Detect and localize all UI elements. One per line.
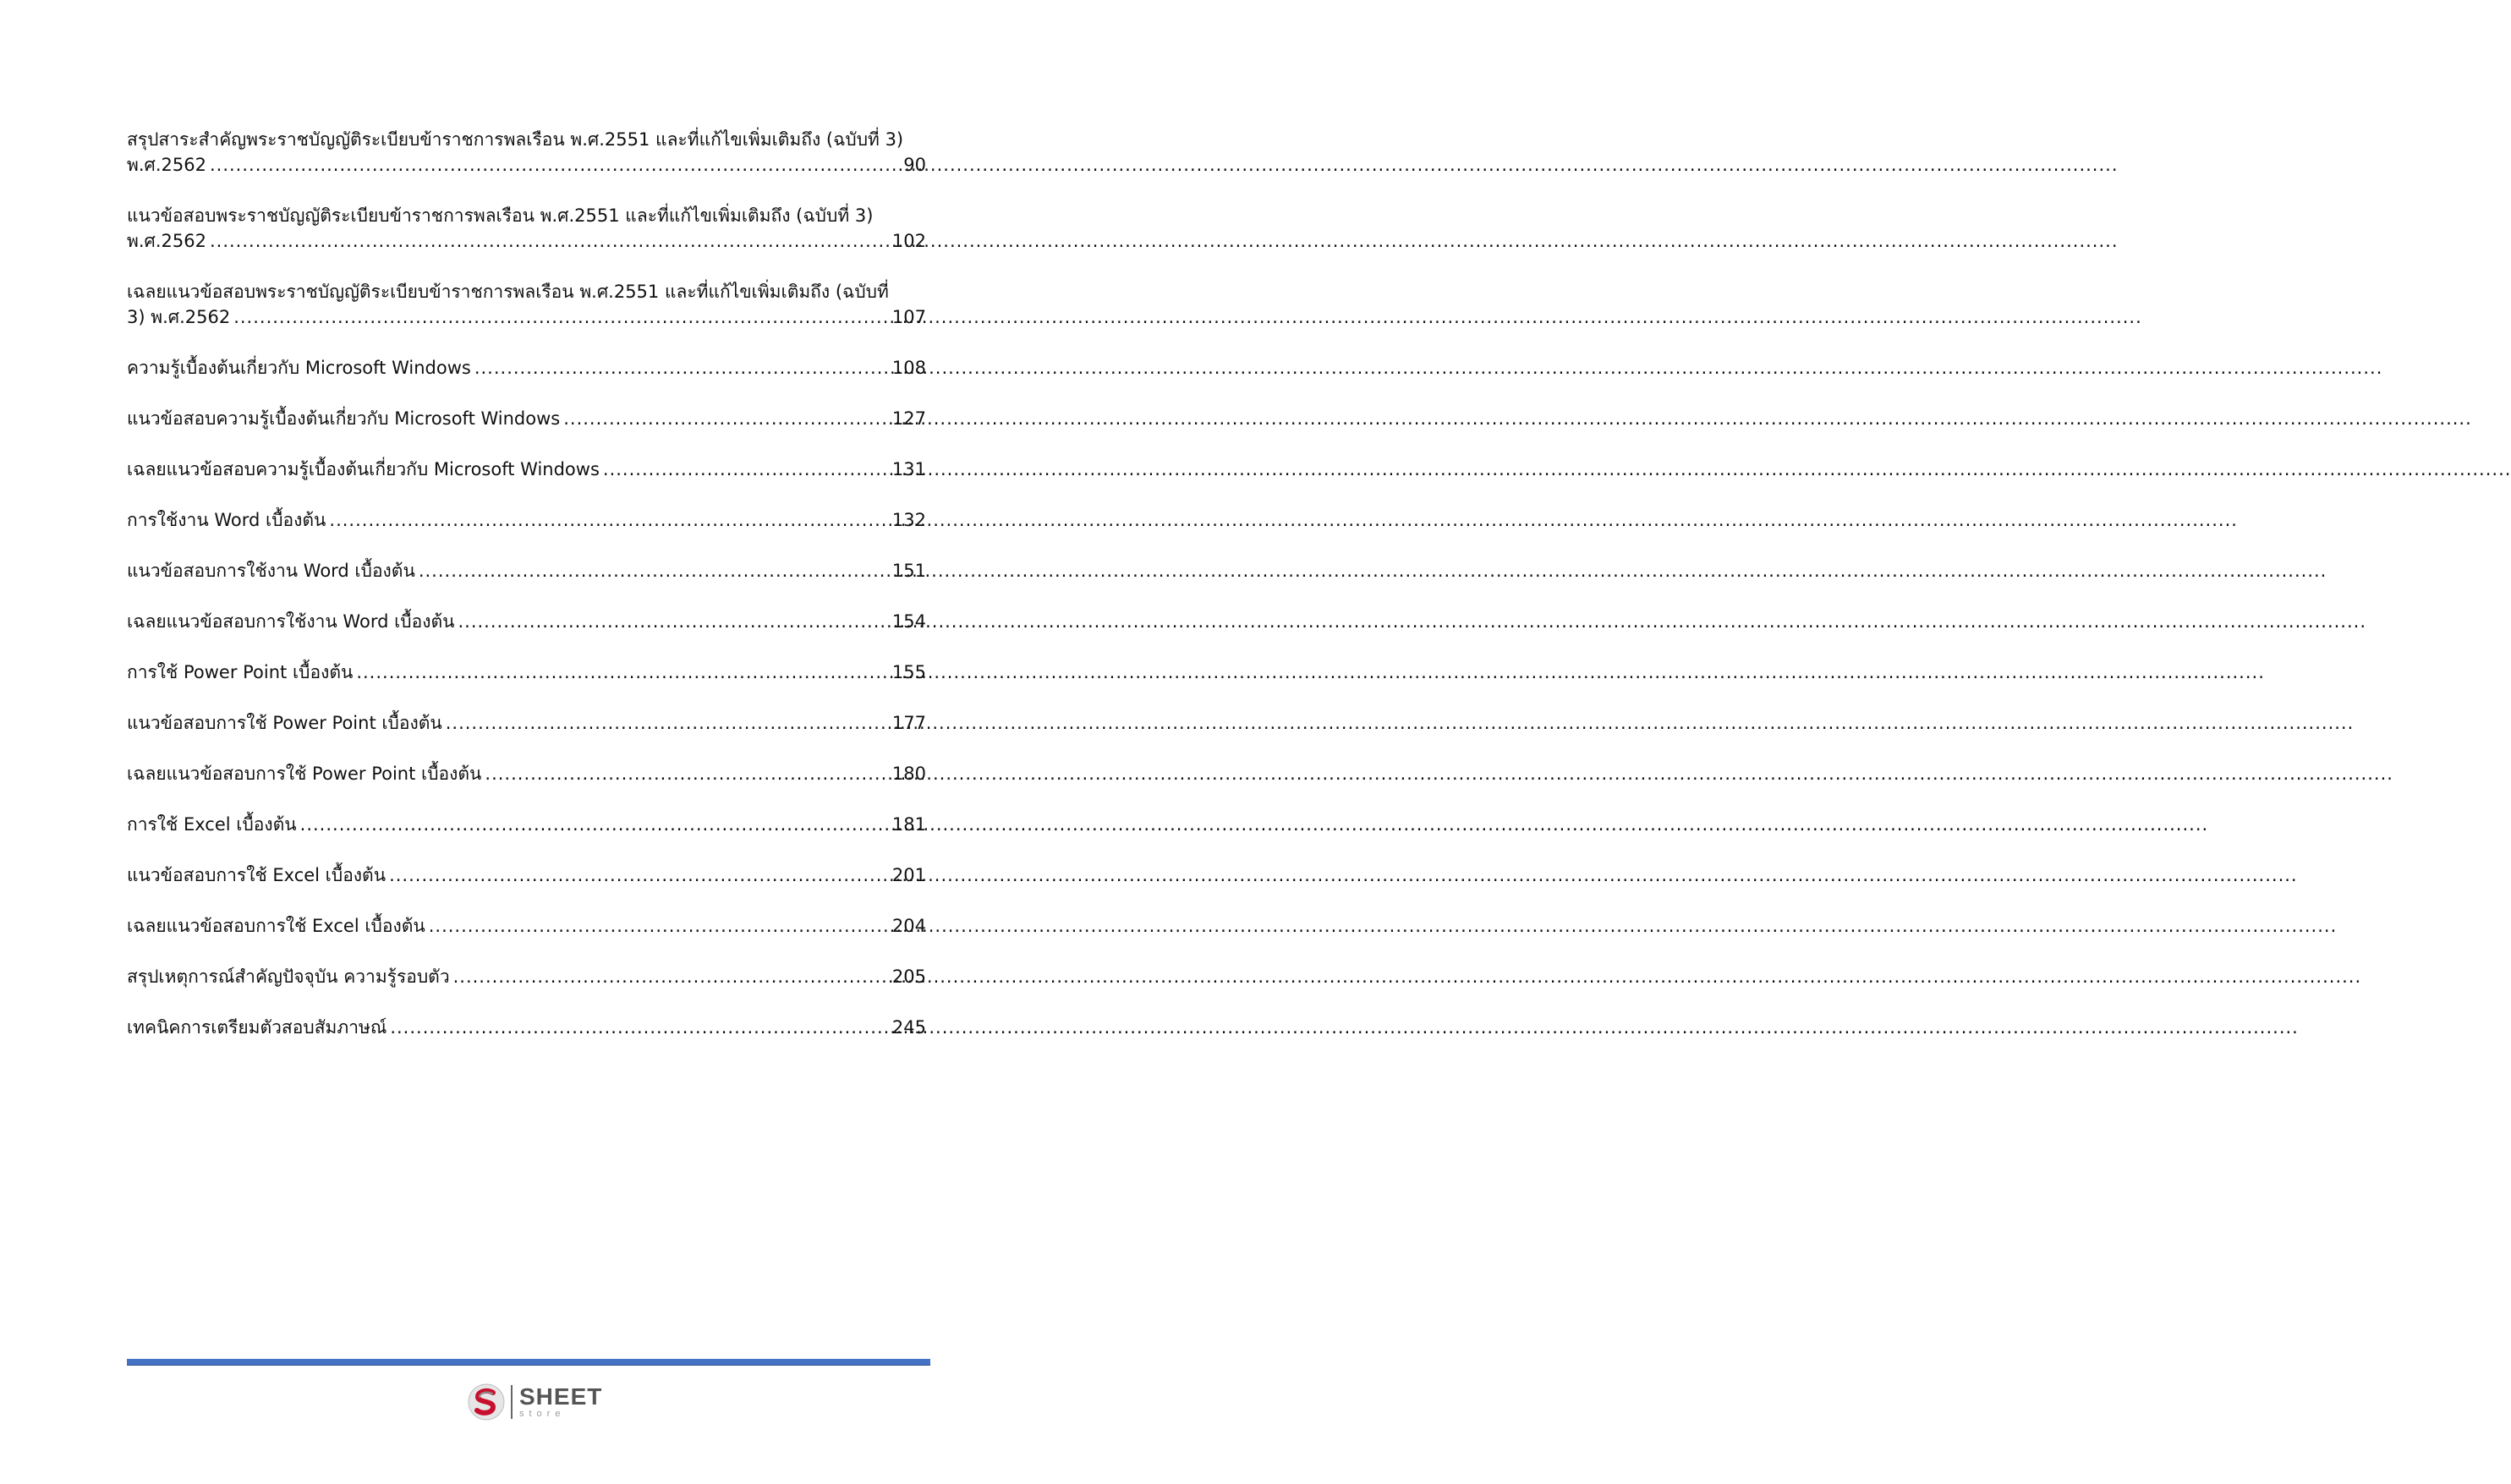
toc-entry[interactable] (127, 913, 926, 939)
toc-leader-dots (474, 355, 889, 381)
toc-leader-dots (603, 457, 889, 482)
toc-entry-title-line1: เฉลยแนวข้อสอบพระราชบัญญัติระเบียบข้าราชการพลเรือน พ.ศ.2551 และที่แก้ไขเพิ่มเติมถึง (ฉบับที่ (127, 282, 889, 302)
toc-entry[interactable] (127, 406, 926, 431)
toc-entry-page: 90 (903, 155, 926, 175)
toc-entry-page: 131 (891, 459, 926, 479)
toc-entry[interactable] (127, 862, 926, 888)
toc-entry-title: การใช้ Excel เบื้องต้น (127, 814, 297, 835)
toc-entry[interactable] (127, 761, 926, 786)
toc-entry-page: 245 (891, 1017, 926, 1038)
toc-entry-page: 181 (891, 814, 926, 835)
toc-leader-dots (356, 660, 889, 685)
toc-entry-page: 180 (891, 764, 926, 784)
toc-entry-title: แนวข้อสอบการใช้ Power Point เบื้องต้น (127, 713, 442, 733)
toc-entry-title: เฉลยแนวข้อสอบการใช้ Excel เบื้องต้น (127, 916, 425, 936)
toc-leader-dots (389, 862, 889, 888)
toc-entry-page: 177 (891, 713, 926, 733)
logo-divider (511, 1385, 513, 1419)
toc-entry-page: 204 (891, 916, 926, 936)
toc-leader-dots (210, 228, 889, 254)
toc-entry[interactable] (127, 609, 926, 634)
toc-leader-dots (453, 964, 889, 989)
sheet-store-logo (467, 1381, 602, 1423)
toc-entry[interactable] (127, 203, 926, 254)
toc-entry[interactable] (127, 710, 926, 736)
toc-entry[interactable] (127, 127, 926, 178)
toc-entry-title: แนวข้อสอบการใช้งาน Word เบื้องต้น (127, 561, 415, 581)
toc-leader-dots (429, 913, 889, 939)
toc-entry-title-line1: สรุปสาระสำคัญพระราชบัญญัติระเบียบข้าราชการพลเรือน พ.ศ.2551 และที่แก้ไขเพิ่มเติมถึง (ฉบับที่ 3) (127, 129, 904, 150)
toc-entry-title: เฉลยแนวข้อสอบความรู้เบื้องต้นเกี่ยวกับ Microsoft Windows (127, 459, 600, 479)
toc-entry-page: 107 (891, 307, 926, 327)
logo-text (519, 1385, 602, 1419)
toc-leader-dots (458, 609, 888, 634)
toc-entry[interactable] (127, 457, 926, 482)
toc-leader-dots (485, 761, 889, 786)
toc-entry[interactable] (127, 964, 926, 989)
logo-word: SHEET (519, 1383, 603, 1410)
toc-entry-title: แนวข้อสอบการใช้ Excel เบื้องต้น (127, 865, 387, 885)
toc-entry-title: เฉลยแนวข้อสอบการใช้งาน Word เบื้องต้น (127, 611, 455, 632)
toc-leader-dots (446, 710, 889, 736)
logo-subtitle: store (519, 1409, 566, 1419)
toc-leader-dots (390, 1015, 889, 1040)
toc-entry-title: เทคนิคการเตรียมตัวสอบสัมภาษณ์ (127, 1017, 387, 1038)
toc-entry-page: 205 (891, 967, 926, 987)
toc-leader-dots (300, 812, 889, 837)
toc-entry-page: 127 (891, 408, 926, 429)
toc-entry-title: แนวข้อสอบความรู้เบื้องต้นเกี่ยวกับ Microsoft Windows (127, 408, 561, 429)
toc-entry-page: 154 (891, 611, 926, 632)
toc-entry-title-line1: แนวข้อสอบพระราชบัญญัติระเบียบข้าราชการพลเรือน พ.ศ.2551 และที่แก้ไขเพิ่มเติมถึง (ฉบับที่ 3) (127, 205, 874, 226)
toc-entry[interactable] (127, 1015, 926, 1040)
toc-entry-title: สรุปเหตุการณ์สำคัญปัจจุบัน ความรู้รอบตัว (127, 967, 450, 987)
toc-leader-dots (233, 304, 889, 330)
toc-entry-title: ความรู้เบื้องต้นเกี่ยวกับ Microsoft Windows (127, 358, 471, 378)
toc-entry-page: 151 (891, 561, 926, 581)
toc-entry-page: 102 (891, 231, 926, 251)
toc-entry-title: พ.ศ.2562 (127, 231, 206, 251)
toc-entry-title: การใช้ Power Point เบื้องต้น (127, 662, 354, 682)
toc-entry-title: 3) พ.ศ.2562 (127, 307, 231, 327)
toc-entry[interactable] (127, 660, 926, 685)
toc-entry[interactable] (127, 279, 926, 330)
toc-leader-dots (563, 406, 889, 431)
toc-leader-dots (210, 152, 900, 178)
sheet-store-logo-icon (467, 1383, 506, 1421)
toc-entry-title: การใช้งาน Word เบื้องต้น (127, 510, 326, 530)
footer-divider (127, 1359, 930, 1366)
toc-entry-title: เฉลยแนวข้อสอบการใช้ Power Point เบื้องต้น (127, 764, 482, 784)
toc-entry-page: 201 (891, 865, 926, 885)
toc-entry[interactable] (127, 507, 926, 533)
toc-leader-dots (329, 507, 889, 533)
toc-entry[interactable] (127, 355, 926, 381)
table-of-contents (127, 127, 926, 1065)
toc-entry-page: 108 (891, 358, 926, 378)
toc-entry-page: 155 (891, 662, 926, 682)
toc-entry[interactable] (127, 812, 926, 837)
toc-entry-title: พ.ศ.2562 (127, 155, 206, 175)
toc-entry-page: 132 (891, 510, 926, 530)
toc-leader-dots (419, 558, 889, 583)
toc-entry[interactable] (127, 558, 926, 583)
